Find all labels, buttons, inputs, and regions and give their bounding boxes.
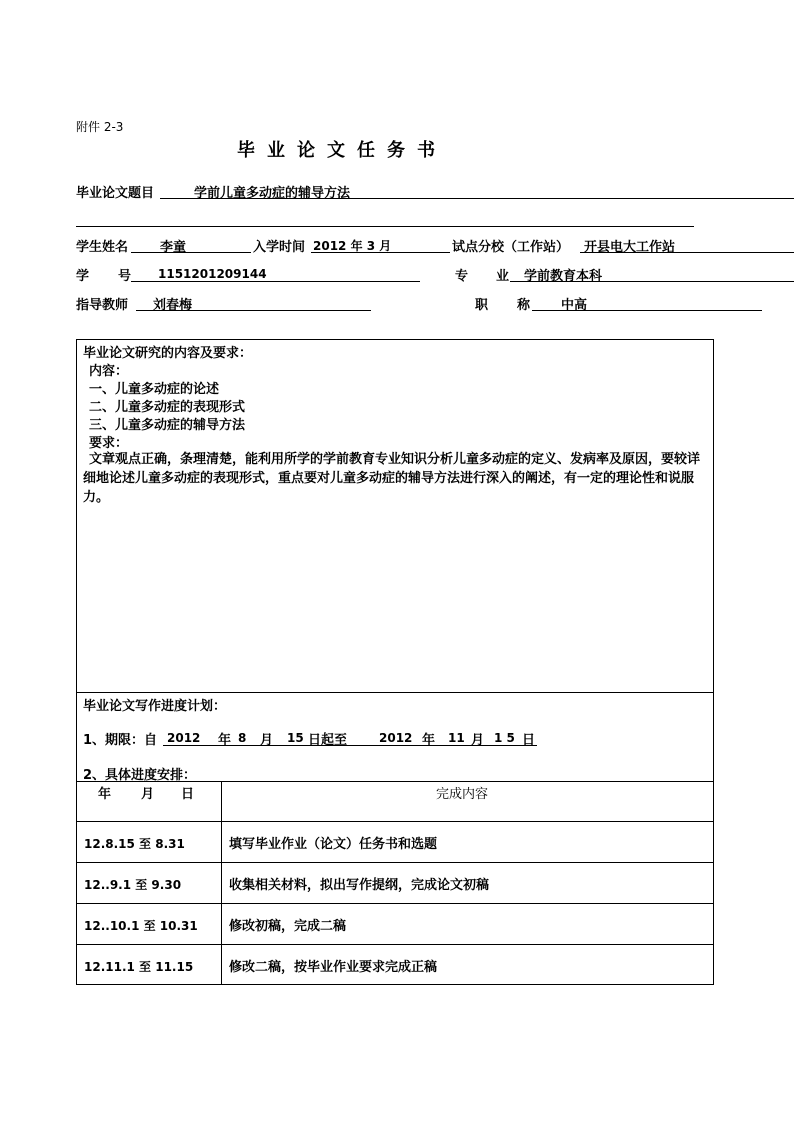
requirements-heading: 毕业论文研究的内容及要求： — [83, 346, 253, 361]
row-task: 填写毕业作业（论文）任务书和选题 — [229, 837, 438, 852]
table-rule — [76, 821, 714, 822]
schedule-label: 2、具体进度安排： — [83, 768, 197, 783]
row-task: 修改初稿，完成二稿 — [229, 919, 347, 934]
row-task: 修改二稿，按毕业作业要求完成正稿 — [229, 960, 438, 975]
id-label-2: 号 — [118, 269, 132, 284]
content-item: 三、儿童多动症的辅导方法 — [89, 418, 246, 433]
branch-label: 试点分校（工作站） — [452, 240, 570, 255]
start-day: 15 — [287, 731, 304, 745]
month-char: 月 — [260, 733, 274, 748]
requirements-section — [76, 339, 714, 693]
advisor-underline — [136, 310, 371, 311]
start-suffix: 日起至 — [308, 733, 348, 748]
col-task-header: 完成内容 — [436, 787, 489, 802]
year-char: 年 — [422, 733, 436, 748]
major-value: 学前教育本科 — [524, 269, 603, 284]
row-date: 12.11.1 至 11.15 — [84, 960, 194, 974]
branch-value: 开县电大工作站 — [584, 240, 676, 255]
advisor-label: 指导教师 — [76, 298, 129, 313]
branch-underline — [580, 252, 794, 253]
end-day: 1 5 — [494, 731, 515, 745]
rank-underline — [532, 310, 762, 311]
col-date-day: 日 — [181, 787, 195, 802]
rank-label-2: 称 — [517, 298, 531, 313]
id-underline — [131, 281, 420, 282]
major-underline — [510, 281, 794, 282]
attachment-label: 附件 2-3 — [76, 120, 124, 134]
major-label-2: 业 — [496, 269, 510, 284]
table-divider — [221, 781, 222, 985]
end-month: 11 — [448, 731, 465, 745]
table-rule — [76, 903, 714, 904]
topic-underline-2 — [76, 226, 694, 227]
topic-value: 学前儿童多动症的辅导方法 — [194, 186, 351, 201]
page-title: 毕业论文任务书 — [237, 140, 447, 161]
enroll-underline — [311, 252, 450, 253]
day-char: 日 — [522, 733, 536, 748]
period-label: 1、期限：自 — [83, 733, 158, 748]
name-label: 学生姓名 — [76, 240, 129, 255]
progress-heading: 毕业论文写作进度计划： — [83, 699, 227, 714]
enroll-value: 2012 年 3 月 — [313, 239, 392, 253]
period-underline — [163, 745, 537, 746]
requirement-paragraph: 文章观点正确，条理清楚，能利用所学的学前教育专业知识分析儿童多动症的定义、发病率及原因，要较详细地论述儿童多动症的表现形式，重点要对儿童多动症的辅导方法进行深入的阐述，有一定的理论性和说服力。 — [83, 452, 701, 505]
name-value: 李童 — [160, 240, 187, 255]
row-date: 12..10.1 至 10.31 — [84, 919, 198, 933]
major-label-1: 专 — [455, 269, 469, 284]
content-item: 一、儿童多动症的论述 — [89, 382, 220, 397]
table-rule — [76, 944, 714, 945]
year-char: 年 — [218, 733, 232, 748]
table-rule — [76, 781, 714, 782]
row-task: 收集相关材料，拟出写作提纲，完成论文初稿 — [229, 878, 490, 893]
content-item: 二、儿童多动症的表现形式 — [89, 400, 246, 415]
rank-label-1: 职 — [475, 298, 489, 313]
topic-underline — [160, 198, 794, 199]
id-value: 1151201209144 — [158, 267, 267, 281]
requirement-label: 要求： — [89, 436, 129, 451]
advisor-value: 刘春梅 — [153, 298, 193, 313]
row-date: 12..9.1 至 9.30 — [84, 878, 182, 892]
enroll-label: 入学时间 — [253, 240, 306, 255]
id-label-1: 学 — [76, 269, 90, 284]
col-date-year: 年 — [98, 787, 112, 802]
content-label: 内容： — [89, 364, 129, 379]
topic-label: 毕业论文题目 — [76, 186, 155, 201]
start-month: 8 — [238, 731, 247, 745]
row-date: 12.8.15 至 8.31 — [84, 837, 185, 851]
rank-value: 中高 — [561, 298, 588, 313]
start-year: 2012 — [167, 731, 201, 745]
table-rule — [76, 862, 714, 863]
month-char: 月 — [471, 733, 485, 748]
name-underline — [131, 252, 251, 253]
col-date-month: 月 — [141, 787, 155, 802]
end-year: 2012 — [379, 731, 413, 745]
